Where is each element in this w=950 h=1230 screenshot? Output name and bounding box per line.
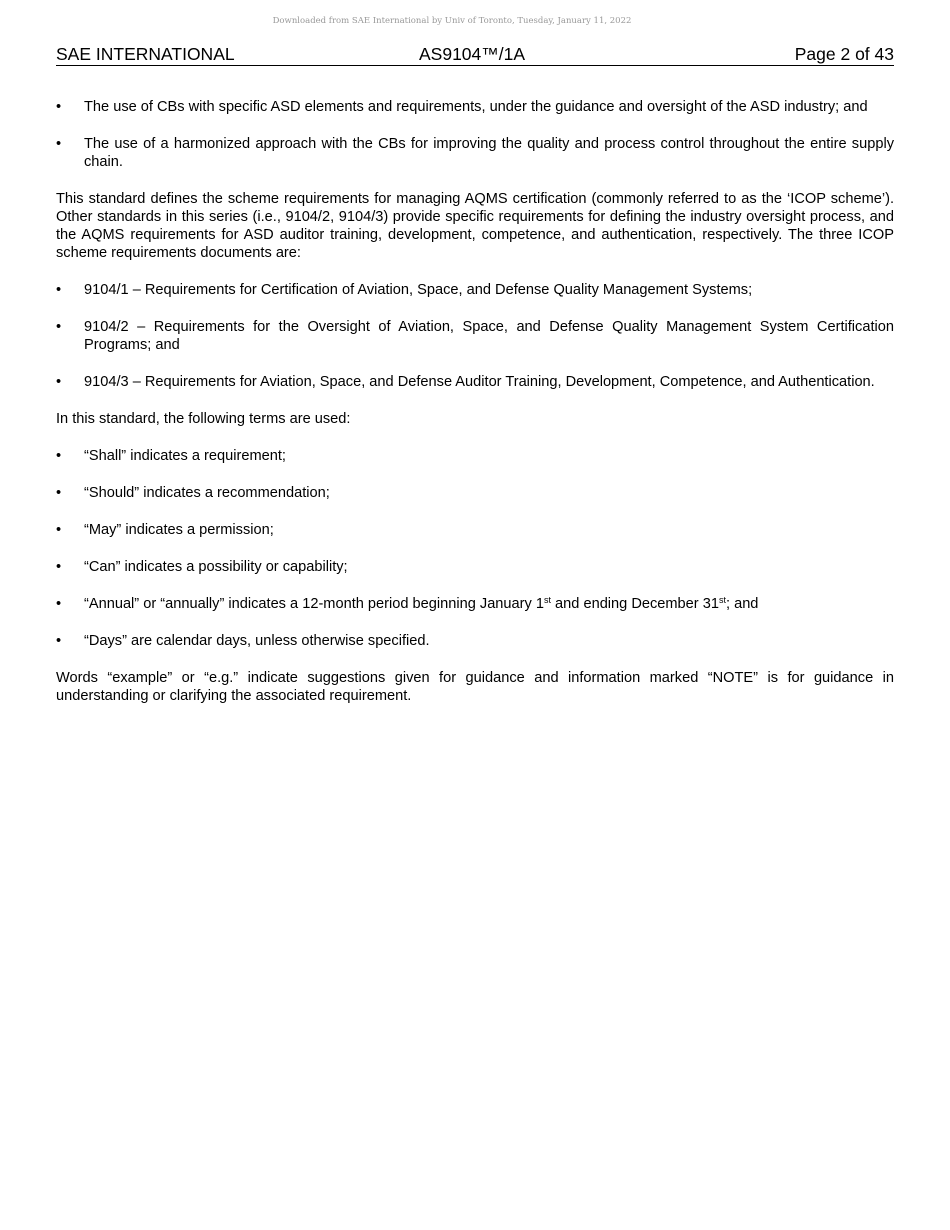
list-item-text: “Can” indicates a possibility or capability;: [84, 559, 348, 575]
list-item: [56, 558, 894, 576]
closing-paragraph: Words “example” or “e.g.” indicate suggestions given for guidance and information marked “NOTE” is for guidance in understanding or clarifying the associated requirement.: [56, 670, 894, 704]
bullet-icon: •: [56, 374, 62, 390]
page-number: Page 2 of 43: [794, 44, 894, 64]
annual-term-text: and ending December 31: [551, 596, 719, 612]
bullet-icon: •: [56, 522, 62, 538]
terms-intro: In this standard, the following terms are used:: [56, 411, 351, 427]
download-watermark: Downloaded from SAE International by Univ of Toronto, Tuesday, January 11, 2022: [272, 16, 632, 26]
list-item: [56, 135, 894, 171]
list-item: [56, 632, 894, 650]
list-item: [56, 98, 894, 116]
ordinal-suffix: st: [718, 595, 726, 605]
list-item: [56, 447, 894, 465]
list-item: [56, 595, 894, 613]
ordinal-suffix: st: [543, 595, 551, 605]
list-item: [56, 373, 894, 391]
list-item-text: “Days” are calendar days, unless otherwise specified.: [84, 633, 430, 649]
list-item-text: The use of CBs with specific ASD elements and requirements, under the guidance and oversight of the ASD industry; and: [84, 99, 868, 115]
list-item: [56, 521, 894, 539]
list-item-text: “Should” indicates a recommendation;: [84, 485, 330, 501]
bullet-icon: •: [56, 596, 62, 612]
list-item-text: The use of a harmonized approach with the CBs for improving the quality and process control throughout the entire supply chain.: [84, 136, 894, 170]
list-item-text: “May” indicates a permission;: [84, 522, 274, 538]
list-item: [56, 318, 894, 354]
bullet-icon: •: [56, 485, 62, 501]
bullet-icon: •: [56, 448, 62, 464]
list-item: [56, 484, 894, 502]
bullet-icon: •: [56, 633, 62, 649]
annual-term-text: “Annual” or “annually” indicates a 12-month period beginning January 1: [84, 596, 544, 612]
list-item-text: 9104/2 – Requirements for the Oversight of Aviation, Space, and Defense Quality Management System Certification Programs; and: [84, 319, 894, 353]
list-item: [56, 281, 894, 299]
list-item-text: [84, 596, 758, 612]
bullet-icon: •: [56, 99, 62, 115]
publisher-name: SAE INTERNATIONAL: [56, 44, 235, 64]
bullet-icon: •: [56, 136, 62, 152]
bullet-icon: •: [56, 319, 62, 335]
document-number: AS9104™/1A: [419, 44, 526, 64]
scheme-paragraph: This standard defines the scheme requirements for managing AQMS certification (commonly referred to as the ‘ICOP scheme’). Other standards in this series (i.e., 9104/2, 9104/3) provide specific requirements for defining the industry oversight process, and the AQMS requirements for ASD auditor training, development, competence, and authentication, respectively. The three ICOP scheme requirements documents are:: [56, 191, 894, 261]
bullet-icon: •: [56, 559, 62, 575]
list-item-text: 9104/3 – Requirements for Aviation, Space, and Defense Auditor Training, Development, Competence, and Authentication.: [84, 374, 875, 390]
page-header: [56, 43, 894, 66]
bullet-icon: •: [56, 282, 62, 298]
page-body: [56, 98, 894, 724]
annual-term-text: ; and: [725, 596, 759, 612]
list-item-text: 9104/1 – Requirements for Certification of Aviation, Space, and Defense Quality Management Systems;: [84, 282, 753, 298]
list-item-text: “Shall” indicates a requirement;: [84, 448, 286, 464]
